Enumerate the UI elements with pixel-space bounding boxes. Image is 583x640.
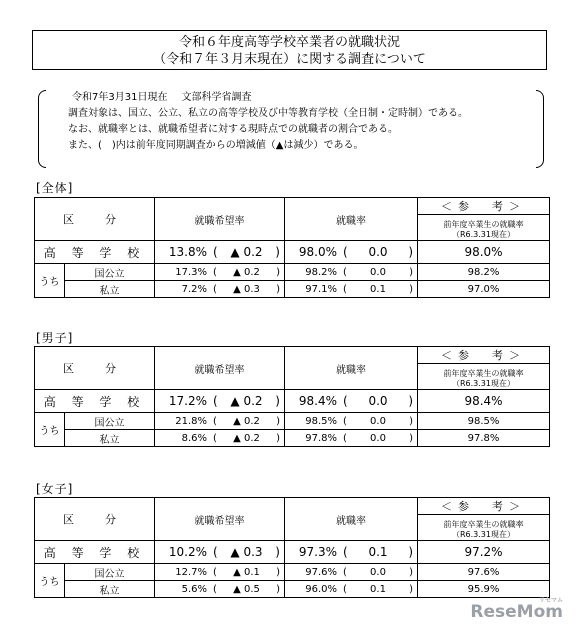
note-source: 文部科学省調査 <box>181 92 252 103</box>
note-line-4: また、( )内は前年度同期調査からの増減値（▲は減少）である。 <box>68 140 364 151</box>
table-row-kokkouritsu <box>35 413 550 430</box>
reference-subtitle-2: （R6.3.31現在） <box>451 230 515 239</box>
shushoku-value: 97.1% <box>305 283 337 295</box>
table-row-shiritsu <box>35 281 550 298</box>
reference-subtitle-2: （R6.3.31現在） <box>451 530 515 539</box>
section-label: [男子] <box>36 331 74 345</box>
header-reference <box>418 498 550 541</box>
stats-table <box>34 197 550 298</box>
shushoku-diff: 0.0 <box>370 566 386 578</box>
shushoku-value: 98.2% <box>305 266 337 278</box>
shushoku-value: 97.3% <box>298 545 337 559</box>
shushoku-diff: 0.1 <box>368 545 388 559</box>
cell-kibou: 5.6% ( ▲ 0.5 ) <box>155 581 285 598</box>
table-header-row <box>35 198 550 241</box>
shushoku-diff: 0.0 <box>370 432 386 444</box>
header-kibou: 就職希望率 <box>155 347 285 390</box>
row-label-koutougakkou: 高 等 学 校 <box>35 390 155 413</box>
cell-shushoku: 97.1% ( 0.1 ) <box>285 281 418 298</box>
survey-notes <box>42 90 540 168</box>
shushoku-diff: 0.1 <box>370 583 386 595</box>
kibou-diff: ▲ 0.1 <box>233 566 260 578</box>
document-title <box>32 30 547 70</box>
reference-subtitle-1: 前年度卒業生の就職率 <box>443 220 524 229</box>
row-label-uchi: うち <box>35 564 65 598</box>
cell-reference: 98.5% <box>418 413 550 430</box>
kibou-diff: ▲ 0.2 <box>233 432 260 444</box>
kibou-diff: ▲ 0.5 <box>233 583 260 595</box>
right-bracket <box>536 90 544 168</box>
cell-kibou: 17.2% ( ▲ 0.2 ) <box>155 390 285 413</box>
row-label-koutougakkou: 高 等 学 校 <box>35 541 155 564</box>
header-shushoku: 就職率 <box>285 198 418 241</box>
shushoku-diff: 0.0 <box>370 415 386 427</box>
kibou-value: 7.2% <box>181 283 207 295</box>
kibou-value: 13.8% <box>168 245 207 259</box>
row-label-shiritsu: 私立 <box>65 430 155 447</box>
cell-shushoku: 98.2% ( 0.0 ) <box>285 264 418 281</box>
table-row-shiritsu <box>35 430 550 447</box>
cell-reference: 98.0% <box>418 241 550 264</box>
reference-subtitle-2: （R6.3.31現在） <box>451 379 515 388</box>
header-shushoku: 就職率 <box>285 347 418 390</box>
shushoku-value: 98.0% <box>298 245 337 259</box>
kibou-value: 21.8% <box>175 415 207 427</box>
kibou-value: 17.2% <box>168 394 207 408</box>
cell-kibou: 10.2% ( ▲ 0.3 ) <box>155 541 285 564</box>
header-kubun: 区 分 <box>35 198 155 241</box>
cell-shushoku: 96.0% ( 0.1 ) <box>285 581 418 598</box>
cell-reference: 97.6% <box>418 564 550 581</box>
shushoku-value: 98.4% <box>298 394 337 408</box>
kibou-value: 8.6% <box>181 432 207 444</box>
reference-title: ＜参 考＞ <box>418 198 549 215</box>
row-label-shiritsu: 私立 <box>65 581 155 598</box>
header-kubun: 区 分 <box>35 498 155 541</box>
note-line-1 <box>42 90 540 106</box>
header-shushoku: 就職率 <box>285 498 418 541</box>
title-line-1: 令和６年度高等学校卒業者の就職状況 <box>178 35 400 50</box>
cell-shushoku: 97.8% ( 0.0 ) <box>285 430 418 447</box>
row-label-shiritsu: 私立 <box>65 281 155 298</box>
shushoku-diff: 0.1 <box>370 283 386 295</box>
table-row-kokkouritsu <box>35 264 550 281</box>
row-label-kokkouritsu: 国公立 <box>65 264 155 281</box>
reference-title: ＜参 考＞ <box>418 498 549 515</box>
cell-kibou: 17.3% ( ▲ 0.2 ) <box>155 264 285 281</box>
shushoku-diff: 0.0 <box>368 394 388 408</box>
watermark-text: ReseMom <box>470 602 563 622</box>
table-row-main <box>35 541 550 564</box>
row-label-kokkouritsu: 国公立 <box>65 413 155 430</box>
table-header-row <box>35 498 550 541</box>
kibou-diff: ▲ 0.2 <box>230 245 263 259</box>
section-label: [女子] <box>36 482 74 496</box>
row-label-koutougakkou: 高 等 学 校 <box>35 241 155 264</box>
shushoku-diff: 0.0 <box>370 266 386 278</box>
table-row-shiritsu <box>35 581 550 598</box>
table-row-main <box>35 241 550 264</box>
cell-shushoku: 97.6% ( 0.0 ) <box>285 564 418 581</box>
reference-subtitle-1: 前年度卒業生の就職率 <box>443 369 524 378</box>
kibou-diff: ▲ 0.2 <box>233 266 260 278</box>
kibou-value: 17.3% <box>175 266 207 278</box>
row-label-kokkouritsu: 国公立 <box>65 564 155 581</box>
reference-subtitle-1: 前年度卒業生の就職率 <box>443 520 524 529</box>
kibou-diff: ▲ 0.3 <box>230 545 263 559</box>
table-row-main <box>35 390 550 413</box>
kibou-value: 10.2% <box>168 545 207 559</box>
kibou-diff: ▲ 0.3 <box>233 283 260 295</box>
cell-kibou: 7.2% ( ▲ 0.3 ) <box>155 281 285 298</box>
note-date: 令和7年3月31日現在 <box>72 92 168 103</box>
cell-shushoku: 97.3% ( 0.1 ) <box>285 541 418 564</box>
watermark-small: リセマム <box>539 597 563 604</box>
reference-title: ＜参 考＞ <box>418 347 549 364</box>
kibou-diff: ▲ 0.2 <box>230 394 263 408</box>
cell-kibou: 13.8% ( ▲ 0.2 ) <box>155 241 285 264</box>
shushoku-value: 96.0% <box>305 583 337 595</box>
stats-table <box>34 346 550 447</box>
cell-kibou: 12.7% ( ▲ 0.1 ) <box>155 564 285 581</box>
title-line-2: （令和７年３月末現在）に関する調査について <box>153 52 426 67</box>
cell-reference: 97.8% <box>418 430 550 447</box>
kibou-value: 12.7% <box>175 566 207 578</box>
shushoku-value: 98.5% <box>305 415 337 427</box>
kibou-diff: ▲ 0.2 <box>233 415 260 427</box>
cell-reference: 97.0% <box>418 281 550 298</box>
section-label: [全体] <box>36 181 74 195</box>
left-bracket <box>38 90 46 168</box>
header-reference <box>418 198 550 241</box>
shushoku-diff: 0.0 <box>368 245 388 259</box>
cell-shushoku: 98.4% ( 0.0 ) <box>285 390 418 413</box>
shushoku-value: 97.8% <box>305 432 337 444</box>
table-header-row <box>35 347 550 390</box>
note-line-3: なお、就職率とは、就職希望者に対する現時点での就職者の割合である。 <box>68 124 398 135</box>
resemom-watermark <box>470 597 563 622</box>
cell-shushoku: 98.5% ( 0.0 ) <box>285 413 418 430</box>
cell-reference: 98.4% <box>418 390 550 413</box>
cell-reference: 97.2% <box>418 541 550 564</box>
row-label-uchi: うち <box>35 413 65 447</box>
shushoku-value: 97.6% <box>305 566 337 578</box>
cell-kibou: 21.8% ( ▲ 0.2 ) <box>155 413 285 430</box>
cell-kibou: 8.6% ( ▲ 0.2 ) <box>155 430 285 447</box>
header-kubun: 区 分 <box>35 347 155 390</box>
header-kibou: 就職希望率 <box>155 498 285 541</box>
header-kibou: 就職希望率 <box>155 198 285 241</box>
kibou-value: 5.6% <box>181 583 207 595</box>
stats-table <box>34 497 550 598</box>
cell-reference: 95.9% <box>418 581 550 598</box>
cell-reference: 98.2% <box>418 264 550 281</box>
header-reference <box>418 347 550 390</box>
note-line-2: 調査対象は、国立、公立、私立の高等学校及び中等教育学校（全日制・定時制）である。 <box>68 108 468 119</box>
table-row-kokkouritsu <box>35 564 550 581</box>
row-label-uchi: うち <box>35 264 65 298</box>
cell-shushoku: 98.0% ( 0.0 ) <box>285 241 418 264</box>
